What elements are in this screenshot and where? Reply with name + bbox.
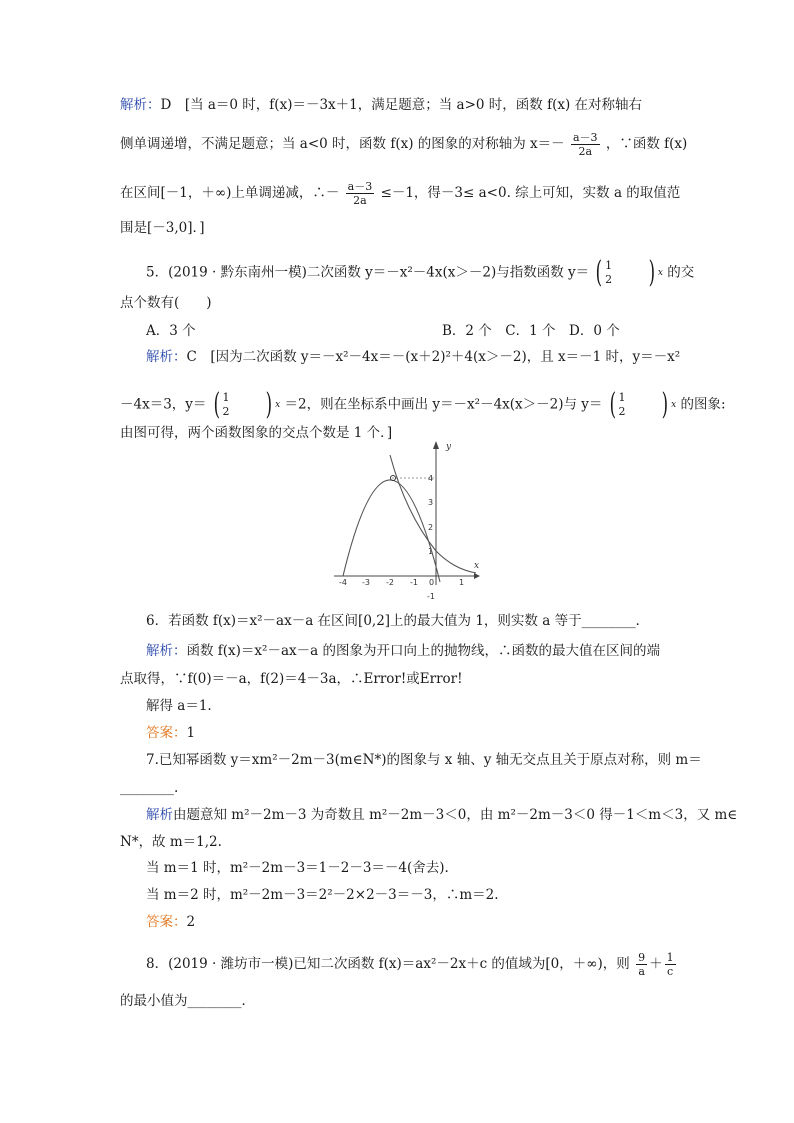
y-axis-label: y bbox=[446, 442, 452, 452]
x-tick-label: 0 bbox=[429, 578, 435, 587]
solution-q4-line3 bbox=[120, 180, 680, 207]
solution-q4-line2 bbox=[120, 131, 687, 158]
solution-q4-line1 bbox=[120, 96, 642, 114]
x-tick-label: 1 bbox=[459, 578, 465, 587]
fraction-denominator: 2a bbox=[353, 194, 367, 207]
solution-text: 由题意知 m²－2m－3 为奇数且 m²－2m－3＜0，由 m²－2m－3＜0 得－1＜m＜3，又 m∈ bbox=[173, 807, 738, 823]
solution-q6-line1 bbox=[146, 642, 660, 660]
x-tick-label: -1 bbox=[410, 578, 418, 587]
solution-label: 解析： bbox=[146, 643, 187, 659]
plus-sign: ＋ bbox=[649, 956, 663, 972]
fraction-numerator: a－3 bbox=[347, 180, 373, 193]
fraction bbox=[665, 951, 676, 978]
text-segment: ，∵函数 f(x) bbox=[605, 136, 688, 152]
text-segment: 的交 bbox=[667, 264, 695, 281]
y-tick-label: 1 bbox=[428, 547, 434, 556]
solution-q4-line4: 围是[－3,0]．] bbox=[120, 220, 205, 236]
answer-label: 答案： bbox=[146, 725, 187, 741]
solution-label: 解析： bbox=[146, 349, 187, 365]
solution-q5-line3: 由图可得，两个函数图象的交点个数是 1 个．] bbox=[120, 425, 393, 441]
question-5-line1 bbox=[146, 255, 695, 290]
y-axis-arrow-icon bbox=[433, 441, 439, 449]
fraction-denominator: c bbox=[667, 965, 674, 978]
fraction-numerator: 1 bbox=[222, 391, 230, 404]
parabola-curve bbox=[343, 480, 440, 582]
fraction bbox=[346, 180, 375, 207]
solution-q5-line1 bbox=[146, 348, 680, 366]
paren-fraction: ( 1 2 ) x bbox=[596, 255, 663, 290]
solution-q7-line4: 当 m＝2 时，m²－2m－3＝2²－2×2－3＝－3，∴m＝2. bbox=[146, 887, 499, 903]
answer-label: 答案： bbox=[146, 914, 187, 930]
solution-q6-line3: 解得 a＝1. bbox=[146, 698, 212, 714]
exponent: x bbox=[275, 400, 281, 410]
x-tick-label: -3 bbox=[362, 578, 370, 587]
answer-q7 bbox=[146, 913, 195, 931]
question-8-line1 bbox=[146, 951, 678, 978]
answer-value: 2 bbox=[186, 914, 196, 930]
fraction-denominator: 2 bbox=[618, 405, 626, 418]
fraction-numerator: 1 bbox=[605, 259, 613, 272]
question-7-line1: 7.已知幂函数 y＝xm²－2m－3(m∈N*)的图象与 x 轴、y 轴无交点且关于原点对称，则 m＝ bbox=[146, 752, 702, 768]
x-tick-label: -4 bbox=[339, 578, 347, 587]
paren-fraction: ( 1 2 ) x bbox=[609, 387, 677, 422]
y-tick-label: 2 bbox=[428, 523, 434, 532]
solution-text: C [因为二次函数 y＝－x²－4x＝－(x＋2)²＋4(x＞－2)，且 x＝－1 时，y＝－x² bbox=[186, 349, 681, 365]
solution-q7-line3: 当 m＝1 时，m²－2m－3＝1－2－3＝－4(舍去). bbox=[146, 860, 449, 876]
solution-q5-line2 bbox=[120, 387, 726, 422]
text-segment: －4x＝3，y＝ bbox=[120, 396, 207, 413]
answer-value: 1 bbox=[186, 725, 196, 741]
question-8-line2: 的最小值为________． bbox=[120, 993, 255, 1009]
text-segment: 5．(2019 · 黔东南州一模)二次函数 y＝－x²－4x(x＞－2)与指数函数 y＝ bbox=[146, 264, 590, 281]
fraction-denominator: 2 bbox=[605, 273, 613, 286]
solution-q7-line2: N*，故 m＝1,2. bbox=[120, 834, 222, 850]
fraction-denominator: 2a bbox=[578, 145, 593, 158]
solution-text: 函数 f(x)＝x²－ax－a 的图象为开口向上的抛物线，∴函数的最大值在区间的端 bbox=[186, 643, 660, 659]
fraction-numerator: a－3 bbox=[572, 131, 598, 144]
fraction-denominator: a bbox=[638, 965, 645, 978]
question-7-line2: ________. bbox=[120, 780, 179, 796]
x-axis-arrow-icon bbox=[474, 573, 480, 579]
question-6: 6．若函数 f(x)＝x²－ax－a 在区间[0,2]上的最大值为 1，则实数 a 等于________． bbox=[146, 613, 650, 629]
fraction bbox=[571, 131, 600, 158]
x-tick-label: -2 bbox=[386, 578, 394, 587]
answer-q6 bbox=[146, 724, 195, 742]
solution-label: 解析： bbox=[120, 97, 161, 113]
exponent: x bbox=[657, 268, 663, 278]
x-axis-label: x bbox=[474, 561, 480, 571]
function-graph bbox=[330, 437, 490, 601]
solution-label: 解析 bbox=[146, 807, 173, 823]
solution-q6-line2: 点取得，∵f(0)＝－a，f(2)＝4－3a，∴Error!或Error! bbox=[120, 671, 463, 687]
fraction-numerator: 1 bbox=[666, 951, 674, 964]
text-segment: ＝2，则在坐标系中画出 y＝－x²－4x(x＞－2)与 y＝ bbox=[284, 396, 603, 413]
text-segment: 的图象: bbox=[680, 396, 726, 413]
y-tick-label: -1 bbox=[427, 592, 435, 601]
y-tick-label: 3 bbox=[428, 498, 434, 507]
text-segment: ≤－1，得－3≤ a<0. 综上可知，实数 a 的取值范 bbox=[380, 185, 681, 201]
question-5-options-bcd: B．2 个 C．1 个 D．0 个 bbox=[442, 323, 620, 339]
fraction-numerator: 1 bbox=[618, 391, 626, 404]
solution-text: D [当 a＝0 时，f(x)＝－3x＋1，满足题意；当 a>0 时，函数 f(x) 在对称轴右 bbox=[160, 97, 643, 113]
solution-q7-line1 bbox=[146, 806, 737, 824]
question-5-option-a: A．3 个 bbox=[146, 323, 196, 339]
fraction bbox=[636, 951, 647, 978]
fraction-numerator: 9 bbox=[638, 951, 646, 964]
text-segment: 在区间[－1，＋∞)上单调递减，∴－ bbox=[120, 185, 340, 201]
exponent: x bbox=[671, 400, 677, 410]
text-segment: 侧单调递增，不满足题意；当 a<0 时，函数 f(x) 的图象的对称轴为 x＝－ bbox=[120, 136, 565, 152]
paren-fraction: ( 1 2 ) x bbox=[213, 387, 281, 422]
question-5-line2: 点个数有( ) bbox=[120, 295, 212, 311]
fraction-denominator: 2 bbox=[222, 405, 230, 418]
text-segment: 8．(2019 · 潍坊市一模)已知二次函数 f(x)＝ax²－2x＋c 的值域为[0，＋∞)，则 bbox=[146, 956, 630, 972]
y-tick-label: 4 bbox=[428, 474, 434, 483]
